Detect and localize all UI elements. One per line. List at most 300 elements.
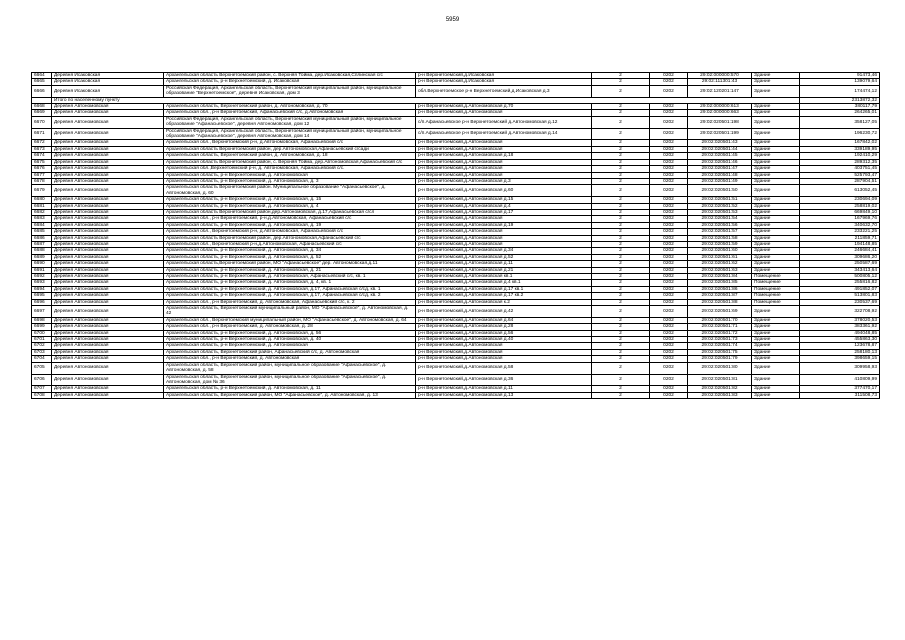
table-row [32, 128, 880, 140]
cadastral-value-cell: 343413,64 [800, 267, 880, 273]
quantity-cell: 2 [592, 85, 650, 97]
row-number-cell: 6669 [32, 110, 52, 116]
cadastral-number-cell: 29:02:020501:47 [688, 166, 752, 172]
cadastral-number-cell: 29:02:020501:73 [688, 337, 752, 343]
full-address-cell: Архангельская область, р-н Верхнетоемский, д. Автономовская, д.17, Афанасьевская с/сд, кв. 2 [164, 293, 416, 299]
object-type-cell: Здание [752, 254, 800, 260]
cadastral-value-cell: 250587,69 [800, 261, 880, 267]
short-address-cell: р-н Верхнетоемский,д.Автономовская кв.1 [416, 274, 592, 280]
row-number-cell: 6689 [32, 254, 52, 260]
object-type-cell: Здание [752, 110, 800, 116]
settlement-name-cell: Деревня Автономовская [52, 306, 164, 318]
class-code-cell: 0202 [650, 229, 688, 235]
settlement-name-cell: Деревня Автономовская [52, 235, 164, 241]
cadastral-number-cell: 29:02:000000:613 [688, 104, 752, 110]
object-type-cell: Здание [752, 146, 800, 152]
row-number-cell: 6668 [32, 104, 52, 110]
settlement-name-cell: Деревня Автономовская [52, 203, 164, 209]
quantity-cell: 2 [592, 356, 650, 362]
row-number-cell: 6683 [32, 216, 52, 222]
class-code-cell: 0202 [650, 178, 688, 184]
short-address-cell: р-н Верхнетоемский,д.Автономовская д.52 [416, 254, 592, 260]
full-address-cell: Архангельская область, р-н Верхнетоемский, д. Исаковская [164, 79, 416, 85]
settlement-name-cell: Деревня Автономовская [52, 374, 164, 386]
class-code-cell: 0202 [650, 197, 688, 203]
settlement-name-cell: Деревня Автономовская [52, 362, 164, 374]
object-type-cell: Здание [752, 317, 800, 323]
object-type-cell: Здание [752, 261, 800, 267]
class-code-cell: 0202 [650, 235, 688, 241]
full-address-cell: Архангельская обл., р-н Верхнетоемский, Афанасьевский с/с, д.Автономовская [164, 110, 416, 116]
class-code-cell: 0202 [650, 209, 688, 215]
settlement-name-cell: Деревня Автономовская [52, 166, 164, 172]
settlement-name-cell: Деревня Автономовская [52, 386, 164, 392]
full-address-cell: Архангельская область, Верхнетоемский район, д. Автономовская, д. 70 [164, 104, 416, 110]
short-address-cell: р-н Верхнетоемский,д.Автономовская д.58 [416, 362, 592, 374]
registry-rows [32, 73, 880, 399]
short-address-cell: р-н Верхнетоемский,д.Автономовская [416, 229, 592, 235]
full-address-cell: Архангельская область, р-н Верхнетоемский, д. Автономовская, д. 34 [164, 248, 416, 254]
quantity-cell: 2 [592, 343, 650, 349]
row-number-cell: 6696 [32, 299, 52, 305]
object-type-cell: Здание [752, 267, 800, 273]
cadastral-value-cell: 264265,01 [800, 110, 880, 116]
settlement-name-cell: Деревня Автономовская [52, 153, 164, 159]
short-address-cell: р-н Верхнетоемский,д.Автономовская [416, 159, 592, 165]
class-code-cell: 0202 [650, 280, 688, 286]
class-code-cell: 0202 [650, 386, 688, 392]
quantity-cell: 2 [592, 222, 650, 228]
settlement-name-cell: Деревня Исаковская [52, 73, 164, 79]
row-number-cell: 6704 [32, 356, 52, 362]
settlement-name-cell: Деревня Автономовская [52, 110, 164, 116]
object-type-cell: Здание [752, 392, 800, 398]
cadastral-number-cell: 29:02:020501:74 [688, 343, 752, 349]
cadastral-value-cell: 613052,45 [800, 185, 880, 197]
class-code-cell: 0202 [650, 153, 688, 159]
cadastral-value-cell: 211859,71 [800, 235, 880, 241]
full-address-cell: Архангельская область Верхнетоемский район, дер.Автономовская,Афанасьевский с/с [164, 235, 416, 241]
quantity-cell: 2 [592, 128, 650, 140]
short-address-cell: р-н Верхнетоемский,д.Автономовская [416, 349, 592, 355]
settlement-name-cell: Деревня Автономовская [52, 293, 164, 299]
quantity-cell: 2 [592, 197, 650, 203]
full-address-cell: Архангельская область, р-н Верхнетоемский, д. Автономовская, д. 15 [164, 197, 416, 203]
full-address-cell: Архангельская область, р-н Верхнетоемский, д. Автономовская, д. 4 [164, 203, 416, 209]
cadastral-number-cell: 29:02:020501:54 [688, 216, 752, 222]
cadastral-number-cell: 29:02:020501:46 [688, 159, 752, 165]
full-address-cell: Архангельская область, р-н Верхнетоемский, д. Автономовская, д. 21 [164, 267, 416, 273]
cadastral-value-cell: 403751,45 [800, 166, 880, 172]
settlement-name-cell: Деревня Автономовская [52, 317, 164, 323]
quantity-cell: 2 [592, 248, 650, 254]
settlement-name-cell: Деревня Автономовская [52, 267, 164, 273]
total-value-cell: 2313872,32 [800, 97, 880, 103]
class-code-cell: 0202 [650, 116, 688, 128]
row-number-cell: 6702 [32, 343, 52, 349]
cadastral-number-cell: 29:02:020501:72 [688, 330, 752, 336]
full-address-cell: Архангельская обл., р-н Верхнетоемский, р-н,д.Автономовская, Афанасьевский с/с [164, 216, 416, 222]
cadastral-value-cell: 230694,09 [800, 197, 880, 203]
quantity-cell: 2 [592, 337, 650, 343]
settlement-name-cell: Деревня Исаковская [52, 79, 164, 85]
object-type-cell: Помещение [752, 280, 800, 286]
quantity-cell: 2 [592, 267, 650, 273]
settlement-name-cell: Деревня Автономовская [52, 178, 164, 184]
cadastral-number-cell: 29:02:020501:86 [688, 286, 752, 292]
cadastral-value-cell: 258819,02 [800, 203, 880, 209]
class-code-cell: 0202 [650, 248, 688, 254]
settlement-name-cell: Деревня Автономовская [52, 104, 164, 110]
full-address-cell: Архангельская область Верхнетоемский район, дер.Автономовская,Афанасьевский с/сади [164, 146, 416, 152]
object-type-cell: Здание [752, 140, 800, 146]
object-type-cell: Здание [752, 343, 800, 349]
row-number-cell: 6673 [32, 146, 52, 152]
row-number-cell: 6707 [32, 386, 52, 392]
cadastral-value-cell: 139079,64 [800, 79, 880, 85]
quantity-cell: 2 [592, 146, 650, 152]
cadastral-value-cell: 525793,47 [800, 172, 880, 178]
class-code-cell: 0202 [650, 261, 688, 267]
settlement-name-cell: Деревня Автономовская [52, 280, 164, 286]
quantity-cell: 2 [592, 235, 650, 241]
short-address-cell: р-н Верхнетоемский,д.Автономовская д.40 [416, 337, 592, 343]
object-type-cell: Здание [752, 104, 800, 110]
quantity-cell: 2 [592, 330, 650, 336]
quantity-cell: 2 [592, 324, 650, 330]
row-number-cell: 6699 [32, 324, 52, 330]
short-address-cell: р-н Верхнетоемский,д.Автономовская [416, 172, 592, 178]
row-number-cell: 6706 [32, 374, 52, 386]
row-number-cell: 6676 [32, 166, 52, 172]
cadastral-number-cell: 29:02:020501:58 [688, 235, 752, 241]
cadastral-number-cell: 29:02:020501:199 [688, 128, 752, 140]
object-type-cell: Здание [752, 386, 800, 392]
settlement-name-cell: Деревня Автономовская [52, 209, 164, 215]
quantity-cell: 2 [592, 274, 650, 280]
cadastral-number-cell: 29:02:020501:84 [688, 274, 752, 280]
short-address-cell: р-н Верхнетоемский,д.Автономовская д.42 [416, 306, 592, 318]
cadastral-value-cell: 196230,72 [800, 128, 880, 140]
settlement-name-cell: Деревня Автономовская [52, 286, 164, 292]
cadastral-value-cell: 258180,13 [800, 349, 880, 355]
object-type-cell: Помещение [752, 299, 800, 305]
row-number-cell: 6697 [32, 306, 52, 318]
full-address-cell: Архангельская область, р-н Верхнетоемский, д. Автономовская, д.17, Афанасьевская с/сд, кв. 1 [164, 286, 416, 292]
cadastral-value-cell: 91473,46 [800, 73, 880, 79]
short-address-cell: р-н Верхнетоемский,д.Автономовская д.34 [416, 248, 592, 254]
full-address-cell: Архангельская область, р-н Верхнетоемский, д. Автономовская, д. 3 [164, 178, 416, 184]
class-code-cell: 0202 [650, 267, 688, 273]
object-type-cell: Здание [752, 235, 800, 241]
row-number-cell: 6666 [32, 85, 52, 97]
object-type-cell: Здание [752, 116, 800, 128]
object-type-cell: Здание [752, 306, 800, 318]
full-address-cell: Архангельская обл., р-н Верхнетоемский, д. Автономовская, Афанасьевский с/с, к. 2 [164, 299, 416, 305]
short-address-cell: р-н Верхнетоемский,д.Исаковская [416, 79, 592, 85]
short-address-cell: р-н Верхнетоемский,д.Автономовская д.21 [416, 267, 592, 273]
object-type-cell: Здание [752, 330, 800, 336]
settlement-name-cell: Деревня Автономовская [52, 356, 164, 362]
quantity-cell: 2 [592, 261, 650, 267]
cadastral-value-cell: 669849,10 [800, 209, 880, 215]
cadastral-value-cell: 287904,51 [800, 178, 880, 184]
cadastral-number-cell: 29:02:020501:61 [688, 254, 752, 260]
full-address-cell: Архангельская область, р-н Верхнетоемский, д. Автономовская [164, 343, 416, 349]
cadastral-number-cell: 29:02:020501:79 [688, 356, 752, 362]
settlement-name-cell: Деревня Автономовская [52, 337, 164, 343]
full-address-cell: Архангельская область, р-н Верхнетоемский, д. Автономовская, д. 40 [164, 337, 416, 343]
short-address-cell: р-н Верхнетоемский,д.Автономовская [416, 146, 592, 152]
quantity-cell: 2 [592, 317, 650, 323]
cadastral-value-cell: 513801,83 [800, 293, 880, 299]
class-code-cell: 0202 [650, 330, 688, 336]
short-address-cell: р-н Верхнетоемский,д.Автономовская д.17 [416, 209, 592, 215]
quantity-cell: 2 [592, 286, 650, 292]
cadastral-value-cell: 455863,30 [800, 337, 880, 343]
cadastral-value-cell: 255816,82 [800, 280, 880, 286]
full-address-cell: Архангельская область, Верхнетоемский муниципальный район, МО "Афанасьевское", д. Автономовская, д. 42 [164, 306, 416, 318]
short-address-cell: р-н Верхнетоемский,д.Автономовская д.56 [416, 330, 592, 336]
settlement-name-cell: Деревня Автономовская [52, 349, 164, 355]
cadastral-value-cell: 309686,20 [800, 254, 880, 260]
full-address-cell: Архангельская обл., Верхнетоемский р-н,д.Автономовская, Афанасьевский с/с [164, 241, 416, 247]
cadastral-number-cell: 29:02:020501:88 [688, 299, 752, 305]
class-code-cell: 0202 [650, 104, 688, 110]
cadastral-number-cell: 29:02:020501:52 [688, 203, 752, 209]
settlement-name-cell: Деревня Автономовская [52, 330, 164, 336]
cadastral-number-cell: 29:02:020501:48 [688, 172, 752, 178]
quantity-cell: 2 [592, 159, 650, 165]
object-type-cell: Здание [752, 85, 800, 97]
short-address-cell: р-н Верхнетоемский,д.Автономовская к.2 [416, 299, 592, 305]
row-number-cell: 6692 [32, 274, 52, 280]
class-code-cell: 0202 [650, 349, 688, 355]
quantity-cell: 2 [592, 178, 650, 184]
short-address-cell: р-н Верхнетоемский,д.Автономовская [416, 235, 592, 241]
short-address-cell: с/п.Афанасьевское р-н Верхнетоемский д.Автономовская д.12 [416, 116, 592, 128]
object-type-cell: Здание [752, 324, 800, 330]
row-number-cell: 6681 [32, 203, 52, 209]
object-type-cell: Здание [752, 185, 800, 197]
class-code-cell: 0202 [650, 128, 688, 140]
object-type-cell: Здание [752, 241, 800, 247]
cadastral-value-cell: 340632,70 [800, 222, 880, 228]
cadastral-number-cell: 29:02:020501:70 [688, 317, 752, 323]
cadastral-value-cell: 378020,53 [800, 317, 880, 323]
object-type-cell: Здание [752, 166, 800, 172]
cadastral-value-cell: 380117,79 [800, 104, 880, 110]
object-type-cell: Здание [752, 172, 800, 178]
full-address-cell: Архангельская обл., Верхнетоемский р-н, д.Автономовская, Афанасьевский с/с [164, 140, 416, 146]
quantity-cell: 2 [592, 280, 650, 286]
table-row [32, 362, 880, 374]
object-type-cell: Здание [752, 153, 800, 159]
full-address-cell: Архангельская область, Верхнетоемский район, МО "Афанасьевское", д. Автономовская, д. 13 [164, 392, 416, 398]
short-address-cell: с/п.Афанасьевское р-н Верхнетоемский д.Автономовская д.14 [416, 128, 592, 140]
settlement-name-cell: Деревня Автономовская [52, 197, 164, 203]
row-number-cell: 6665 [32, 79, 52, 85]
class-code-cell: 0202 [650, 216, 688, 222]
cadastral-number-cell: 29:02:111301:43 [688, 79, 752, 85]
cadastral-number-cell: 29:02:020501:59 [688, 241, 752, 247]
cadastral-value-cell: 194148,85 [800, 241, 880, 247]
row-number-cell: 6691 [32, 267, 52, 273]
cadastral-number-cell: 29:02:020501:50 [688, 185, 752, 197]
object-type-cell: Здание [752, 229, 800, 235]
full-address-cell: Архангельская обл., Верхнетоемский р-н, д.Автономовская, Афанасьевский с/с [164, 229, 416, 235]
row-number-cell: 6693 [32, 280, 52, 286]
cadastral-number-cell: 29:02:020501:49 [688, 178, 752, 184]
object-type-cell: Здание [752, 178, 800, 184]
cadastral-number-cell: 29:02:020501:75 [688, 349, 752, 355]
short-address-cell: р-н Верхнетоемский,д.Автономовская [416, 140, 592, 146]
row-number-cell: 6682 [32, 209, 52, 215]
settlement-name-cell: Деревня Автономовская [52, 241, 164, 247]
settlement-name-cell: Деревня Автономовская [52, 248, 164, 254]
short-address-cell: р-н Верхнетоемский,д.Исаковская [416, 73, 592, 79]
full-address-cell: Архангельская область, Верхнетоемский район, д. Автономовская, д. 18 [164, 153, 416, 159]
full-address-cell: Архангельская обл.,Верхнетоемский р-н, д. Автономовская, Афанасьевский с/с. [164, 166, 416, 172]
quantity-cell: 2 [592, 209, 650, 215]
cadastral-number-cell: 29:02:020501:81 [688, 374, 752, 386]
full-address-cell: Архангельская область, р-н Верхнетоемский, д. Автономовская, д. 56 [164, 330, 416, 336]
object-type-cell: Здание [752, 79, 800, 85]
object-type-cell: Здание [752, 209, 800, 215]
cadastral-number-cell: 29:02:020501:71 [688, 324, 752, 330]
full-address-cell: Архангельская область Верхнетоемский район. Муниципальное образование "Афанасьевское", д. Автономовская, д. 60 [164, 185, 416, 197]
short-address-cell: р-н Верхнетоемский,д.Автономовская [416, 343, 592, 349]
full-address-cell: Архангельская область, Верхнетоемский район, Афанасьевский с/с, д. Автономовская [164, 349, 416, 355]
cadastral-value-cell: 491852,07 [800, 286, 880, 292]
quantity-cell: 2 [592, 172, 650, 178]
cadastral-number-cell: 29:02:020501:69 [688, 306, 752, 318]
short-address-cell: р-н Верхнетоемский,д.Автономовская д.36 [416, 374, 592, 386]
settlement-name-cell: Деревня Автономовская [52, 222, 164, 228]
total-label-cell: Итого по населенному пункту [52, 97, 800, 103]
full-address-cell: Архангельская область,Верхнетоемский район, МО "Афанасьевское" дер. Автономовская,д.11 [164, 261, 416, 267]
cadastral-value-cell: 377470,17 [800, 386, 880, 392]
class-code-cell: 0202 [650, 392, 688, 398]
class-code-cell: 0202 [650, 185, 688, 197]
object-type-cell: Здание [752, 337, 800, 343]
full-address-cell: Российская Федерация, Архангельская область, Верхнетоемский муниципальный район, муниципальное образование "Афанасьевское", деревня Автономовская, дом 14 [164, 128, 416, 140]
short-address-cell: р-н Верхнетоемский,д.Автономовская д.60 [416, 185, 592, 197]
cadastral-number-cell: 29:02:020501:44 [688, 146, 752, 152]
quantity-cell: 2 [592, 241, 650, 247]
quantity-cell: 2 [592, 116, 650, 128]
cadastral-value-cell: 358127,05 [800, 116, 880, 128]
cadastral-value-cell: 233221,25 [800, 229, 880, 235]
settlement-name-cell: Деревня Автономовская [52, 128, 164, 140]
cadastral-value-cell: 167969,76 [800, 216, 880, 222]
row-number-cell: 6684 [32, 222, 52, 228]
row-number-cell: 6694 [32, 286, 52, 292]
quantity-cell: 2 [592, 153, 650, 159]
short-address-cell: р-н Верхнетоемский,д.Автономовская д.17 кв.2 [416, 293, 592, 299]
settlement-name-cell: Деревня Исаковская [52, 85, 164, 97]
short-address-cell: р-н Верхнетоемский,д.Автономовская д.11 [416, 386, 592, 392]
object-type-cell: Помещение [752, 286, 800, 292]
cadastral-number-cell: 29:02:020501:56 [688, 222, 752, 228]
cadastral-value-cell: 311508,73 [800, 392, 880, 398]
class-code-cell: 0202 [650, 203, 688, 209]
cadastral-value-cell: 174474,12 [800, 85, 880, 97]
cadastral-value-cell: 500805,12 [800, 274, 880, 280]
full-address-cell: Архангельская область, Верхнетоемский район, муниципальное образование "Афанасьевское", д. Автономовская, дом № 36 [164, 374, 416, 386]
class-code-cell: 0202 [650, 299, 688, 305]
short-address-cell: р-н Верхнетоемский,д.Автономовская д.4 [416, 203, 592, 209]
settlement-name-cell: Деревня Автономовская [52, 185, 164, 197]
settlement-name-cell: Деревня Автономовская [52, 146, 164, 152]
cadastral-number-cell: 29:02:020501:80 [688, 362, 752, 374]
page-number: 5959 [445, 17, 460, 23]
cadastral-number-cell: 29:02:020501:63 [688, 267, 752, 273]
short-address-cell: р-н Верхнетоемский,д.Автономовская д.15 [416, 197, 592, 203]
table-row [32, 392, 880, 398]
full-address-cell: Архангельская область, р-н Верхнетоемский, д. Автономовская, д. 52 [164, 254, 416, 260]
object-type-cell: Здание [752, 197, 800, 203]
row-number-cell: 6695 [32, 293, 52, 299]
quantity-cell: 2 [592, 386, 650, 392]
settlement-name-cell: Деревня Автономовская [52, 261, 164, 267]
row-number-cell: 6675 [32, 159, 52, 165]
settlement-name-cell: Деревня Автономовская [52, 274, 164, 280]
full-address-cell: Архангельская область, р-н Верхнетоемский, д. Автономовская, д. 4, кв. 1 [164, 280, 416, 286]
row-number-cell: 6705 [32, 362, 52, 374]
class-code-cell: 0202 [650, 110, 688, 116]
row-number-cell: 6708 [32, 392, 52, 398]
full-address-cell: Архангельская область, р-н Верхнетоемский, д. Автономовская [164, 172, 416, 178]
quantity-cell: 2 [592, 104, 650, 110]
full-address-cell: Архангельская область Верхнетоемский район, с. Верхняя Тойма, дер.Исаковская,Сплинская с/с [164, 73, 416, 79]
object-type-cell: Помещение [752, 293, 800, 299]
cadastral-value-cell: 398659,15 [800, 356, 880, 362]
class-code-cell: 0202 [650, 324, 688, 330]
quantity-cell: 2 [592, 293, 650, 299]
cadastral-value-cell: 289312,35 [800, 159, 880, 165]
short-address-cell: р-н Верхнетоемский,д.Автономовская [416, 241, 592, 247]
class-code-cell: 0202 [650, 140, 688, 146]
short-address-cell: р-н Верхнетоемский,д.Автономовская [416, 110, 592, 116]
class-code-cell: 0202 [650, 286, 688, 292]
short-address-cell: р-н Верхнетоемский,д.Автономовская д.17 кв.1 [416, 286, 592, 292]
cadastral-value-cell: 246684,41 [800, 248, 880, 254]
cadastral-number-cell: 29:02:020501:45 [688, 153, 752, 159]
short-address-cell: р-н Верхнетоемский,д.Автономовская [416, 216, 592, 222]
full-address-cell: Архангельская область, р-н Верхнетоемский, д. Автономовская, Афанасьевский с/с, кв. 1 [164, 274, 416, 280]
object-type-cell: Здание [752, 362, 800, 374]
object-type-cell: Здание [752, 222, 800, 228]
row-number-cell: 6671 [32, 128, 52, 140]
cadastral-value-cell: 494048,85 [800, 330, 880, 336]
cadastral-number-cell: 29:02:020501:87 [688, 293, 752, 299]
row-number-cell: 6690 [32, 261, 52, 267]
row-number-cell: 6700 [32, 330, 52, 336]
class-code-cell: 0202 [650, 85, 688, 97]
quantity-cell: 2 [592, 299, 650, 305]
settlement-name-cell: Деревня Автономовская [52, 159, 164, 165]
cadastral-value-cell: 123678,87 [800, 343, 880, 349]
object-type-cell: Здание [752, 374, 800, 386]
object-type-cell: Здание [752, 216, 800, 222]
class-code-cell: 0202 [650, 274, 688, 280]
row-number-cell: 6687 [32, 241, 52, 247]
cadastral-number-cell: 29:02:020501:85 [688, 280, 752, 286]
short-address-cell: р-н Верхнетоемский,д.Автономовская д.11 [416, 261, 592, 267]
quantity-cell: 2 [592, 254, 650, 260]
cadastral-number-cell: 29:02:000000:570 [688, 73, 752, 79]
